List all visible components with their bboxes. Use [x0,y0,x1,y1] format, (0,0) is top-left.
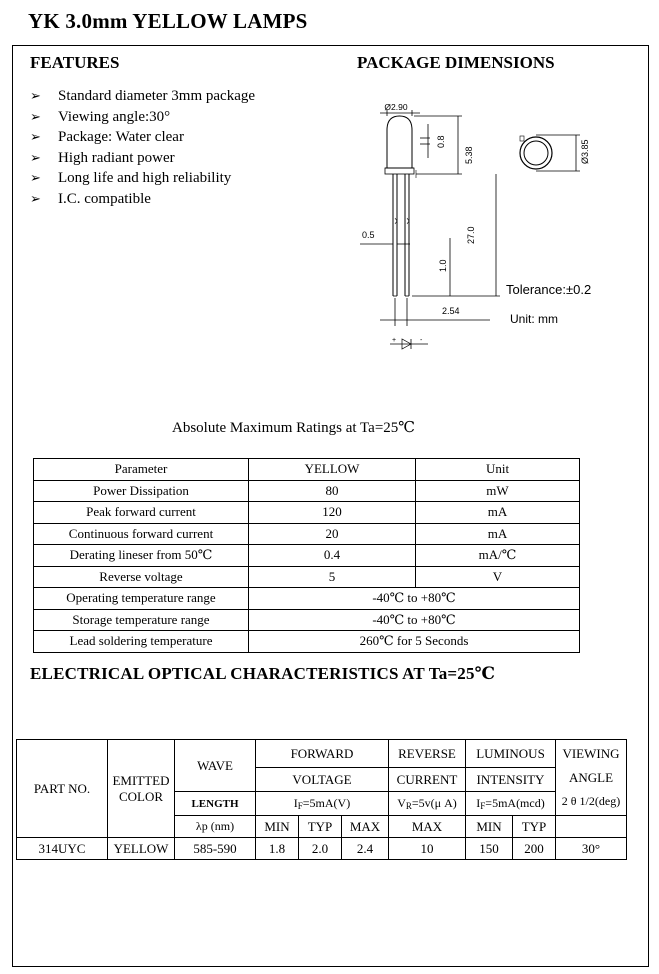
lambda-header: λp (nm) [175,816,256,838]
current-header: CURRENT [389,768,466,792]
feature-text: Long life and high reliability [58,170,232,187]
empty-cell [556,816,627,838]
feature-item [30,168,255,189]
table-row [34,480,580,502]
dim-08: 0.8 [436,135,446,148]
table-row [34,631,580,653]
table-row [34,566,580,588]
voltage-header: VOLTAGE [256,768,389,792]
reverse-cond-sub: R [405,801,412,811]
reverse-cond [389,792,466,816]
intensity-header: INTENSITY [466,768,556,792]
color-line: COLOR [118,788,164,804]
emitted-color-header [108,740,175,838]
svg-text:+: + [392,337,397,344]
forward-cond-symbol: I [293,796,298,810]
table-row [34,523,580,545]
features-heading: FEATURES [30,53,120,72]
tolerance-label: Tolerance:±0.2 [506,282,592,297]
dim-10: 1.0 [438,259,448,272]
unit-cell: V [416,566,580,588]
emitted-line: EMITTED [112,772,170,788]
vf-min-header: MIN [256,816,299,838]
unit-cell: mW [416,480,580,502]
value-cell: 20 [249,523,416,545]
arrow-bullet-icon: ➢ [30,190,41,206]
table-row [34,502,580,524]
header-cell: YELLOW [249,459,416,481]
part-cell: 314UYC [17,838,108,860]
param-cell: Lead soldering temperature [34,631,249,653]
value-cell: 260℃ for 5 Seconds [249,631,580,653]
arrow-bullet-icon: ➢ [30,170,41,186]
forward-header: FORWARD [256,740,389,768]
feature-item [30,86,255,107]
param-cell: Peak forward current [34,502,249,524]
iv-typ-header: TYP [513,816,556,838]
forward-cond-sub: F [297,801,303,811]
viewing-cond-line: 2 θ 1/2(deg) [561,794,621,808]
vf-min-cell: 1.8 [256,838,299,860]
viewing-header [556,740,627,816]
arrow-bullet-icon: ➢ [30,129,41,145]
param-cell: Continuous forward current [34,523,249,545]
forward-cond-value: =5mA(V) [302,796,351,810]
length-header: LENGTH [175,792,256,816]
feature-item [30,189,255,210]
angle-line: ANGLE [568,770,614,785]
unit-cell: mA [416,523,580,545]
dim-254: 2.54 [442,306,460,316]
absolute-maximum-ratings-table [33,458,580,653]
package-dimensions-heading: PACKAGE DIMENSIONS [357,53,555,72]
svg-text:-: - [420,337,423,344]
part-no-header: PART NO. [17,740,108,838]
param-cell: Power Dissipation [34,480,249,502]
luminous-cond-sub: F [480,801,486,811]
arrow-bullet-icon: ➢ [30,88,41,103]
unit-cell: mA/℃ [416,545,580,567]
feature-item [30,148,255,169]
reverse-header: REVERSE [389,740,466,768]
package-dimension-drawing [350,98,620,358]
dim-538: 5.38 [464,146,474,164]
vf-max-cell: 2.4 [342,838,389,860]
page-title: YK 3.0mm YELLOW LAMPS [28,9,308,33]
ir-max-header: MAX [389,816,466,838]
wave-header: WAVE [175,740,256,792]
reverse-cond-value: =5v(μ A) [411,796,457,810]
table-header-row [17,740,627,768]
dim-385: Ø3.85 [580,139,590,164]
value-cell: 120 [249,502,416,524]
luminous-cond [466,792,556,816]
luminous-cond-symbol: I [476,796,481,810]
table-header-row [34,459,580,481]
iv-min-cell: 150 [466,838,513,860]
unit-label: Unit: mm [510,312,558,326]
feature-text: High radiant power [58,149,175,166]
wave-cell: 585-590 [175,838,256,860]
param-cell: Derating lineser from 50℃ [34,545,249,567]
color-cell: YELLOW [108,838,175,860]
feature-text: Package: Water clear [58,129,184,146]
value-cell: -40℃ to +80℃ [249,588,580,610]
vf-typ-header: TYP [299,816,342,838]
luminous-header: LUMINOUS [466,740,556,768]
iv-min-header: MIN [466,816,513,838]
dim-05: 0.5 [362,230,375,240]
reverse-cond-symbol: V [397,796,406,810]
feature-text: Viewing angle:30° [58,108,171,125]
value-cell: 5 [249,566,416,588]
vf-max-header: MAX [342,816,389,838]
value-cell: 80 [249,480,416,502]
luminous-cond-value: =5mA(mcd) [485,796,545,810]
table-row [34,545,580,567]
iv-typ-cell: 200 [513,838,556,860]
feature-item [30,107,255,128]
dim-270: 27.0 [466,226,476,244]
dim-diameter-top: Ø2.90 [384,102,408,112]
param-cell: Storage temperature range [34,609,249,631]
ir-max-cell: 10 [389,838,466,860]
arrow-bullet-icon: ➢ [30,149,41,165]
unit-cell: mA [416,502,580,524]
value-cell: 0.4 [249,545,416,567]
header-cell: Unit [416,459,580,481]
table-row [34,609,580,631]
eoc-heading: ELECTRICAL OPTICAL CHARACTERISTICS AT Ta=25℃ [30,664,496,683]
param-cell: Operating temperature range [34,588,249,610]
viewing-line: VIEWING [562,746,620,761]
table-row [17,838,627,860]
vf-typ-cell: 2.0 [299,838,342,860]
arrow-bullet-icon: ➢ [30,108,41,124]
angle-cell: 30° [556,838,627,860]
feature-text: I.C. compatible [58,190,151,207]
header-cell: Parameter [34,459,249,481]
forward-cond [256,792,389,816]
amr-heading: Absolute Maximum Ratings at Ta=25℃ [172,420,416,436]
table-row [34,588,580,610]
features-list [30,86,255,210]
value-cell: -40℃ to +80℃ [249,609,580,631]
feature-item [30,127,255,148]
feature-text: Standard diameter 3mm package [58,88,256,104]
electrical-optical-table [16,739,627,860]
param-cell: Reverse voltage [34,566,249,588]
